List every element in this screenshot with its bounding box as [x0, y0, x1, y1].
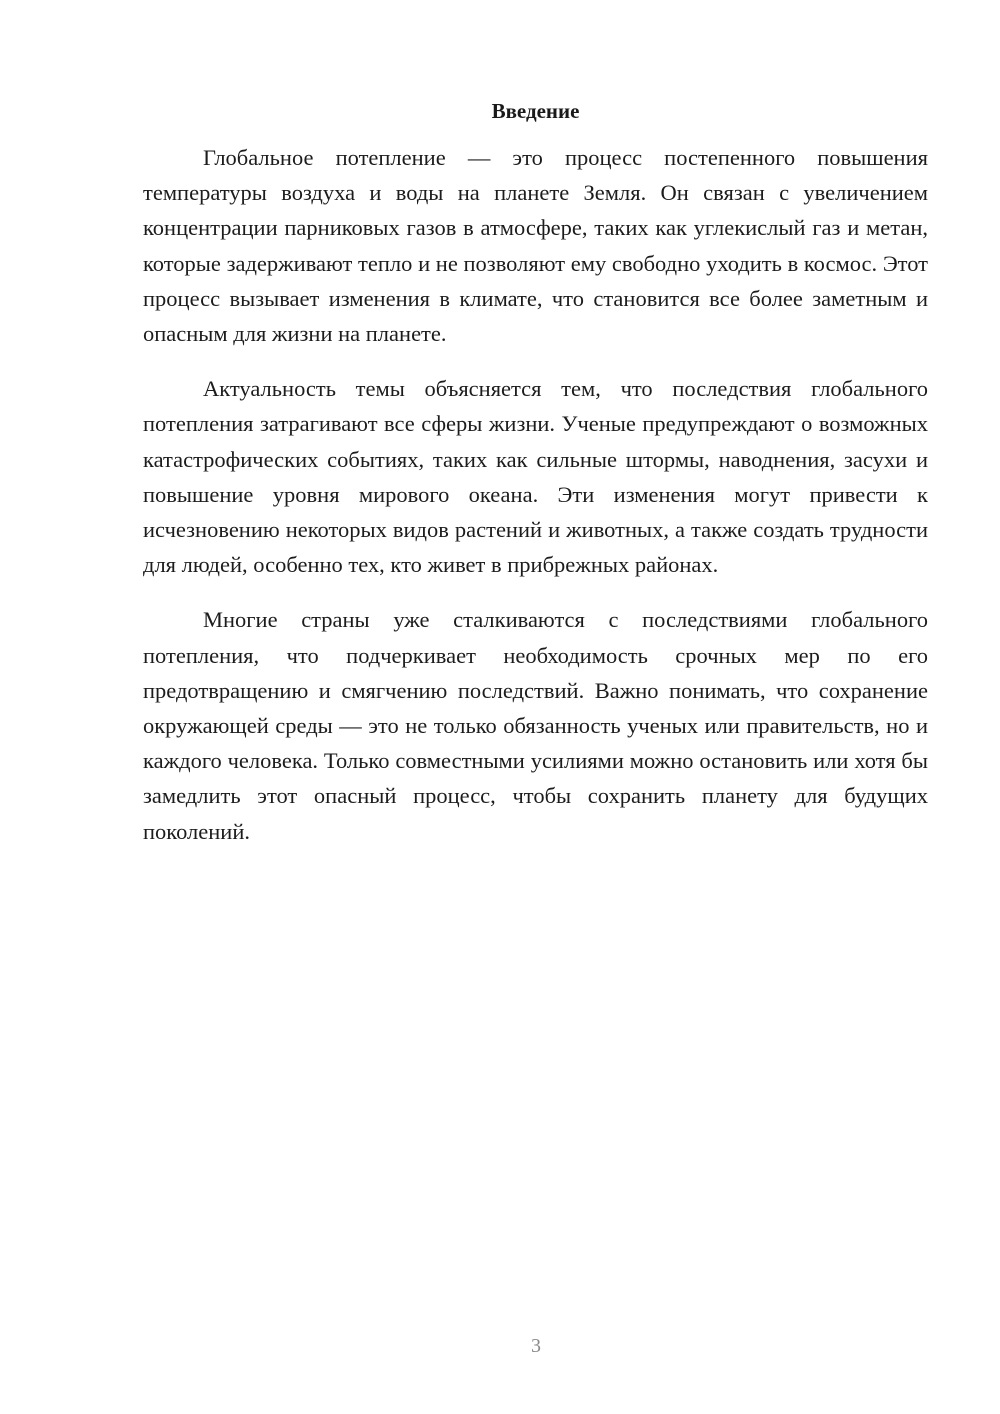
page-content [143, 96, 928, 869]
page-number: 3 [531, 1335, 541, 1357]
section-heading: Введение [491, 99, 580, 123]
paragraph-2: Актуальность темы объясняется тем, что последствия глобального потепления затрагивают все сферы жизни. Ученые предупреждают о возможных катастрофических событиях, таких как сильные штормы, наводнения, засухи и повышение уровня мирового океана. Эти изменения могут привести к исчезновению некоторых видов растений и животных, а также создать трудности для людей, особенно тех, кто живет в прибрежных районах. [143, 376, 928, 578]
paragraph-3: Многие страны уже сталкиваются с последствиями глобального потепления, что подчеркивает необходимость срочных мер по его предотвращению и смягчению последствий. Важно понимать, что сохранение окружающей среды — это не только обязанность ученых или правительств, но и каждого человека. Только совместными усилиями можно остановить или хотя бы замедлить этот опасный процесс, чтобы сохранить планету для будущих поколений. [143, 607, 928, 844]
paragraph-1: Глобальное потепление — это процесс постепенного повышения температуры воздуха и воды на планете Земля. Он связан с увеличением концентрации парниковых газов в атмосфере, таких как углекислый газ и метан, которые задерживают тепло и не позволяют ему свободно уходить в космос. Этот процесс вызывает изменения в климате, что становится все более заметным и опасным для жизни на планете. [143, 145, 928, 347]
